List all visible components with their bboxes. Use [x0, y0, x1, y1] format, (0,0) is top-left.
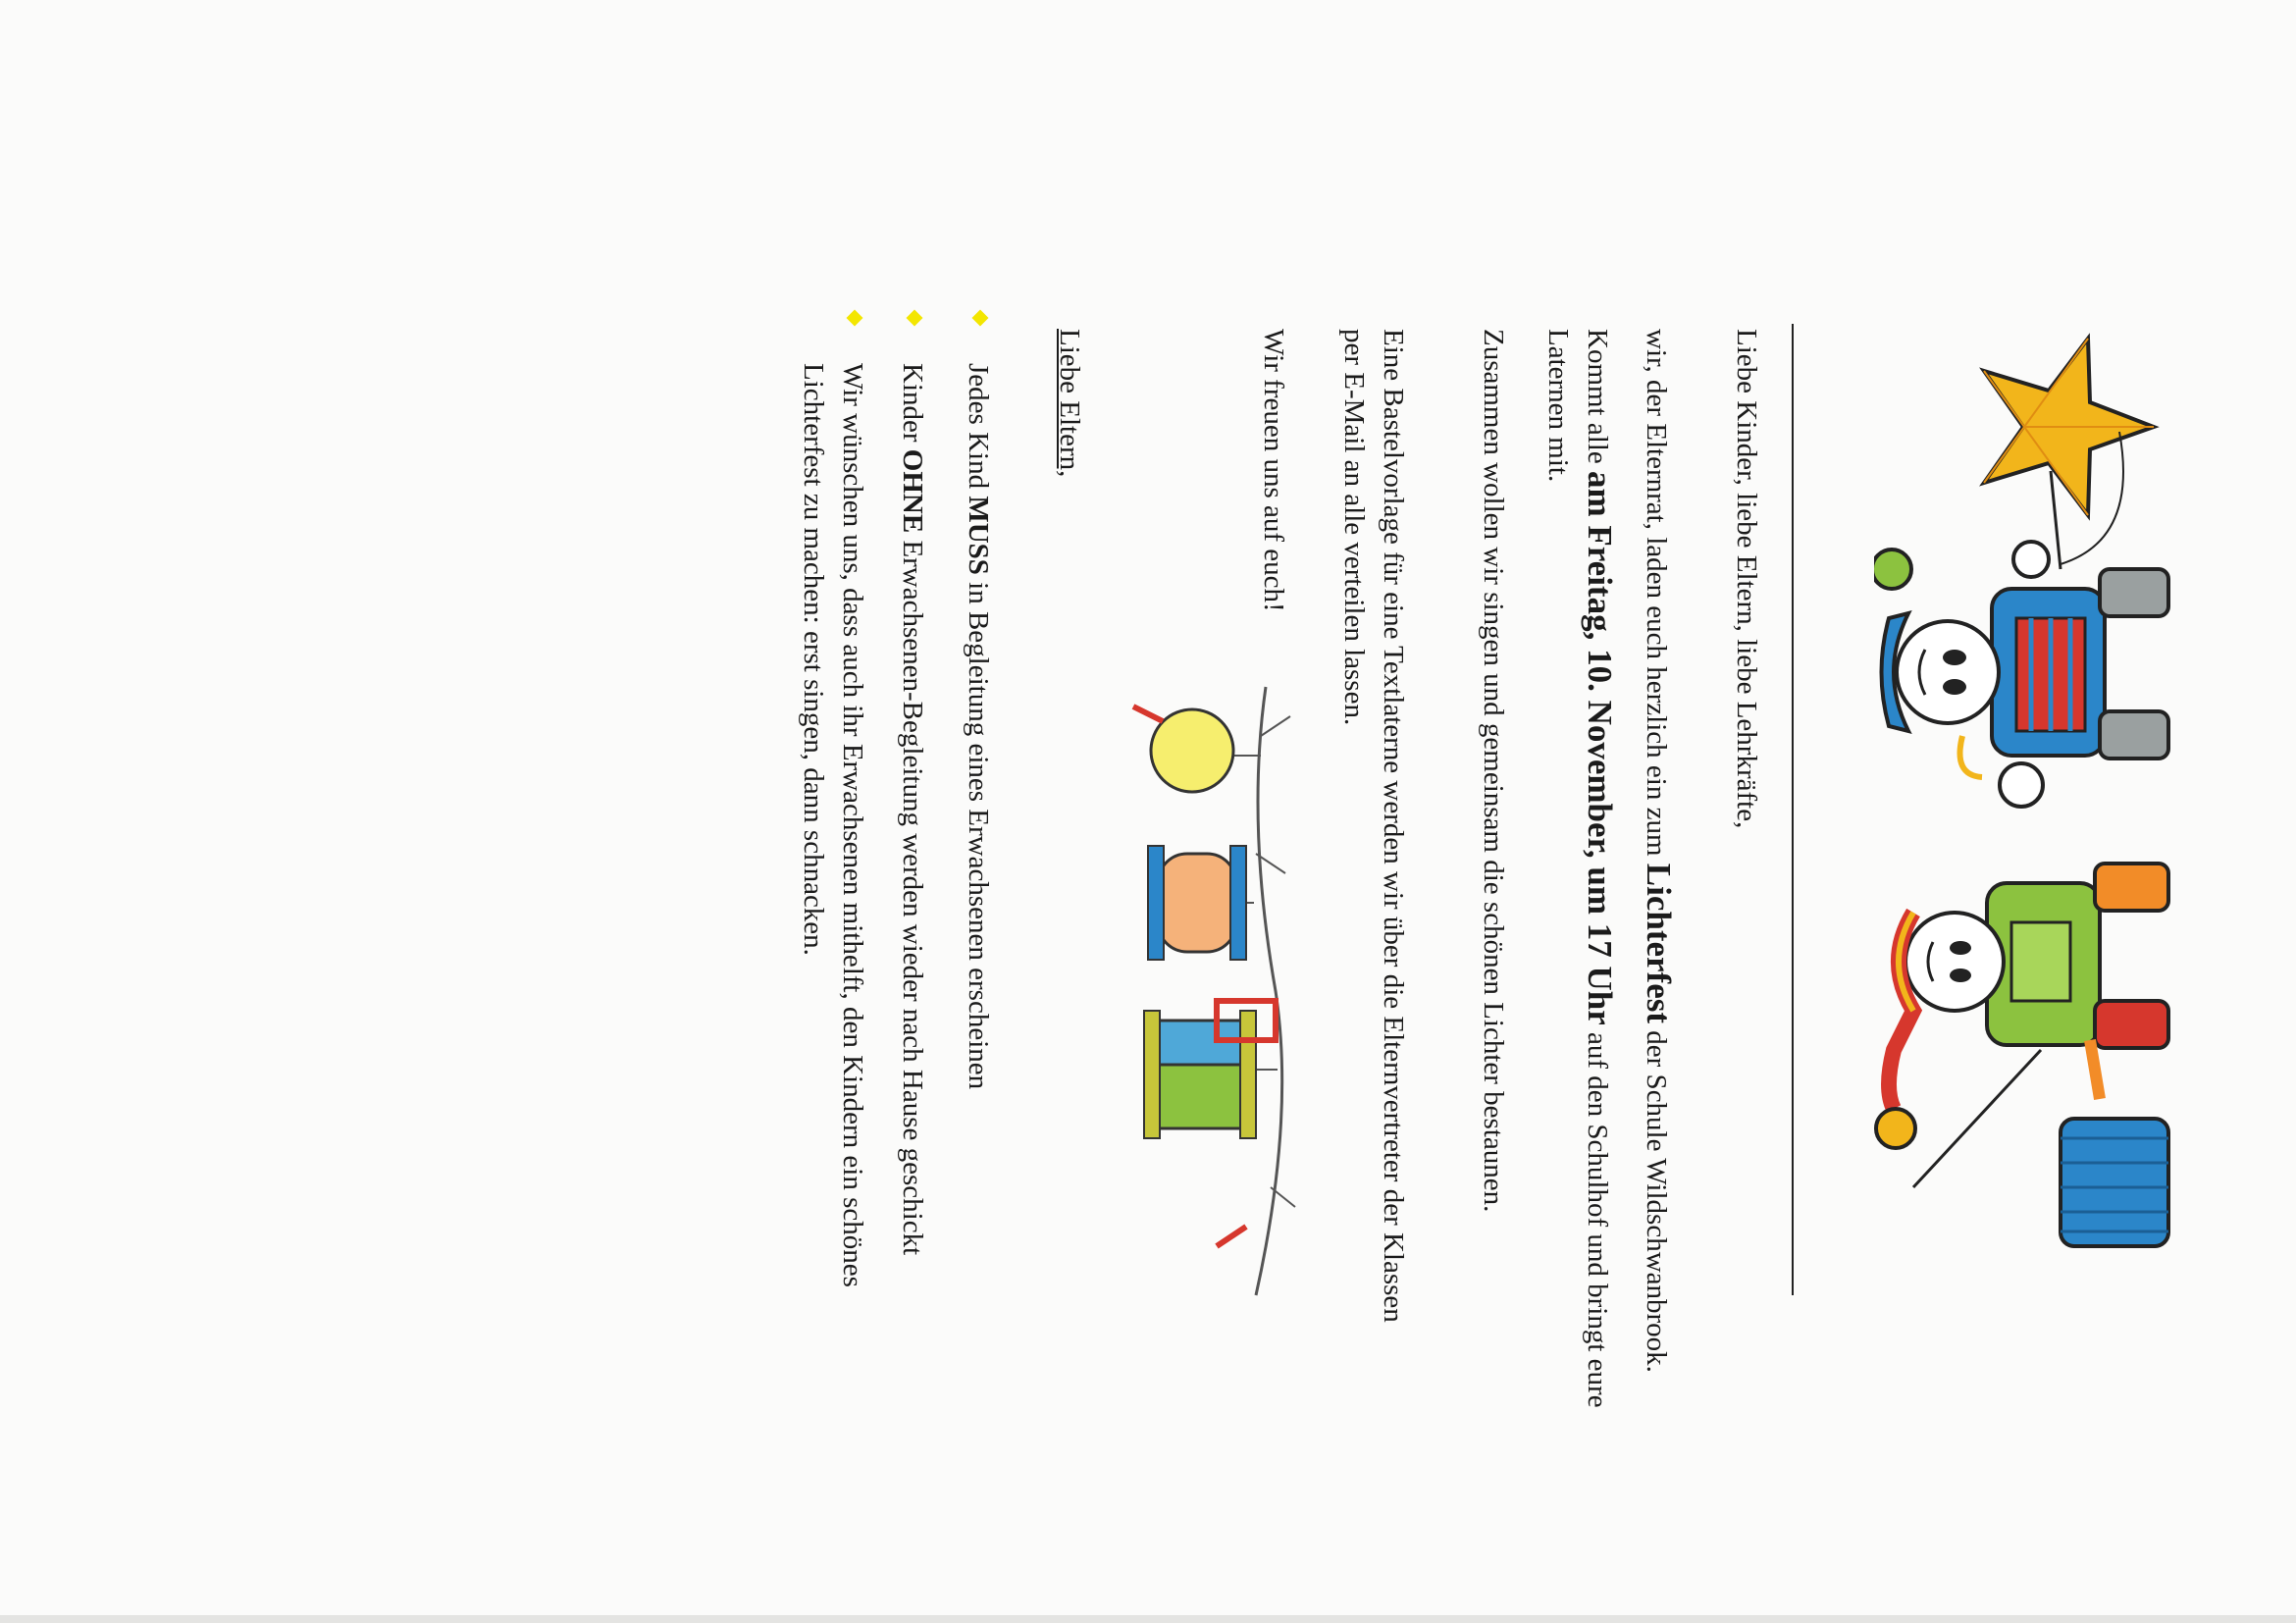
star-lantern-icon [1984, 339, 2154, 515]
details-line [1578, 329, 1619, 1408]
together-line: Zusammen wollen wir singen und gemeinsam die schönen Lichter bestaunen. [1478, 329, 1509, 1213]
note-emphasis: OHNE [897, 448, 928, 534]
notes-list [767, 294, 998, 1287]
child-blue-icon [1874, 542, 2168, 807]
note-text-a: Kinder [897, 363, 928, 449]
children-lanterns-illustration [1874, 324, 2208, 1295]
yellow-lantern-icon [1133, 707, 1261, 792]
note-emphasis: MUSS [963, 496, 994, 575]
header-rule [1792, 324, 1794, 1295]
parents-heading: Liebe Eltern, [1054, 329, 1085, 478]
bullet-diamond-icon [972, 310, 989, 327]
note-text-a: Jedes Kind [963, 363, 994, 497]
intro-line [1637, 329, 1678, 1373]
intro-lead: wir, der Elternrat, laden euch herzlich ein zum [1641, 329, 1672, 864]
event-name: Lichterfest [1640, 863, 1678, 1024]
note-item [794, 294, 872, 1287]
details-block [1539, 329, 1619, 1408]
note-text-c: in Begleitung eines Erwachsenen erscheinen [963, 574, 994, 1090]
lanterns-branch-illustration [1119, 677, 1393, 1315]
greeting-block [1727, 329, 1766, 828]
together-block [1474, 329, 1513, 1212]
details-line2: Laternen mit. [1542, 329, 1574, 483]
details-lead: Kommt alle [1582, 329, 1613, 471]
intro-tail: der Schule Wildschwanbrook. [1641, 1023, 1672, 1373]
note-item [893, 294, 932, 1287]
bullet-diamond-icon [847, 310, 863, 327]
bullet-diamond-icon [907, 310, 923, 327]
orange-lantern-icon [1148, 846, 1254, 960]
child-green-icon [1876, 864, 2168, 1148]
closing-block [1254, 329, 1293, 612]
template-line2: per E-Mail an alle verteilen lassen. [1338, 329, 1370, 726]
cube-lantern-icon [1144, 1001, 1278, 1246]
note-text-a: Wir wünschen uns, dass auch ihr Erwachsenen mithelft, den Kindern ein schönes [837, 363, 868, 1287]
closing-line: Wir freuen uns auf euch! [1258, 329, 1289, 612]
template-line1: Eine Bastelvorlage für eine Textlaterne werden wir über die Elternvertreter der Klassen [1378, 329, 1409, 1323]
intro-block [1637, 329, 1678, 1373]
details-tail: auf den Schulhof und bringt eure [1582, 1024, 1613, 1408]
event-datetime: am Freitag, 10. November, um 17 Uhr [1581, 470, 1619, 1025]
note-text-d: Lichterfest zu machen: erst singen, dann schnacken. [798, 363, 829, 956]
greeting-line: Liebe Kinder, liebe Eltern, liebe Lehrkräfte, [1731, 329, 1762, 829]
note-text-c: Erwachsenen-Begleitung werden wieder nach Hause geschickt [897, 533, 928, 1256]
blue-lantern-icon [1913, 1050, 2168, 1246]
note-item [959, 294, 998, 1287]
